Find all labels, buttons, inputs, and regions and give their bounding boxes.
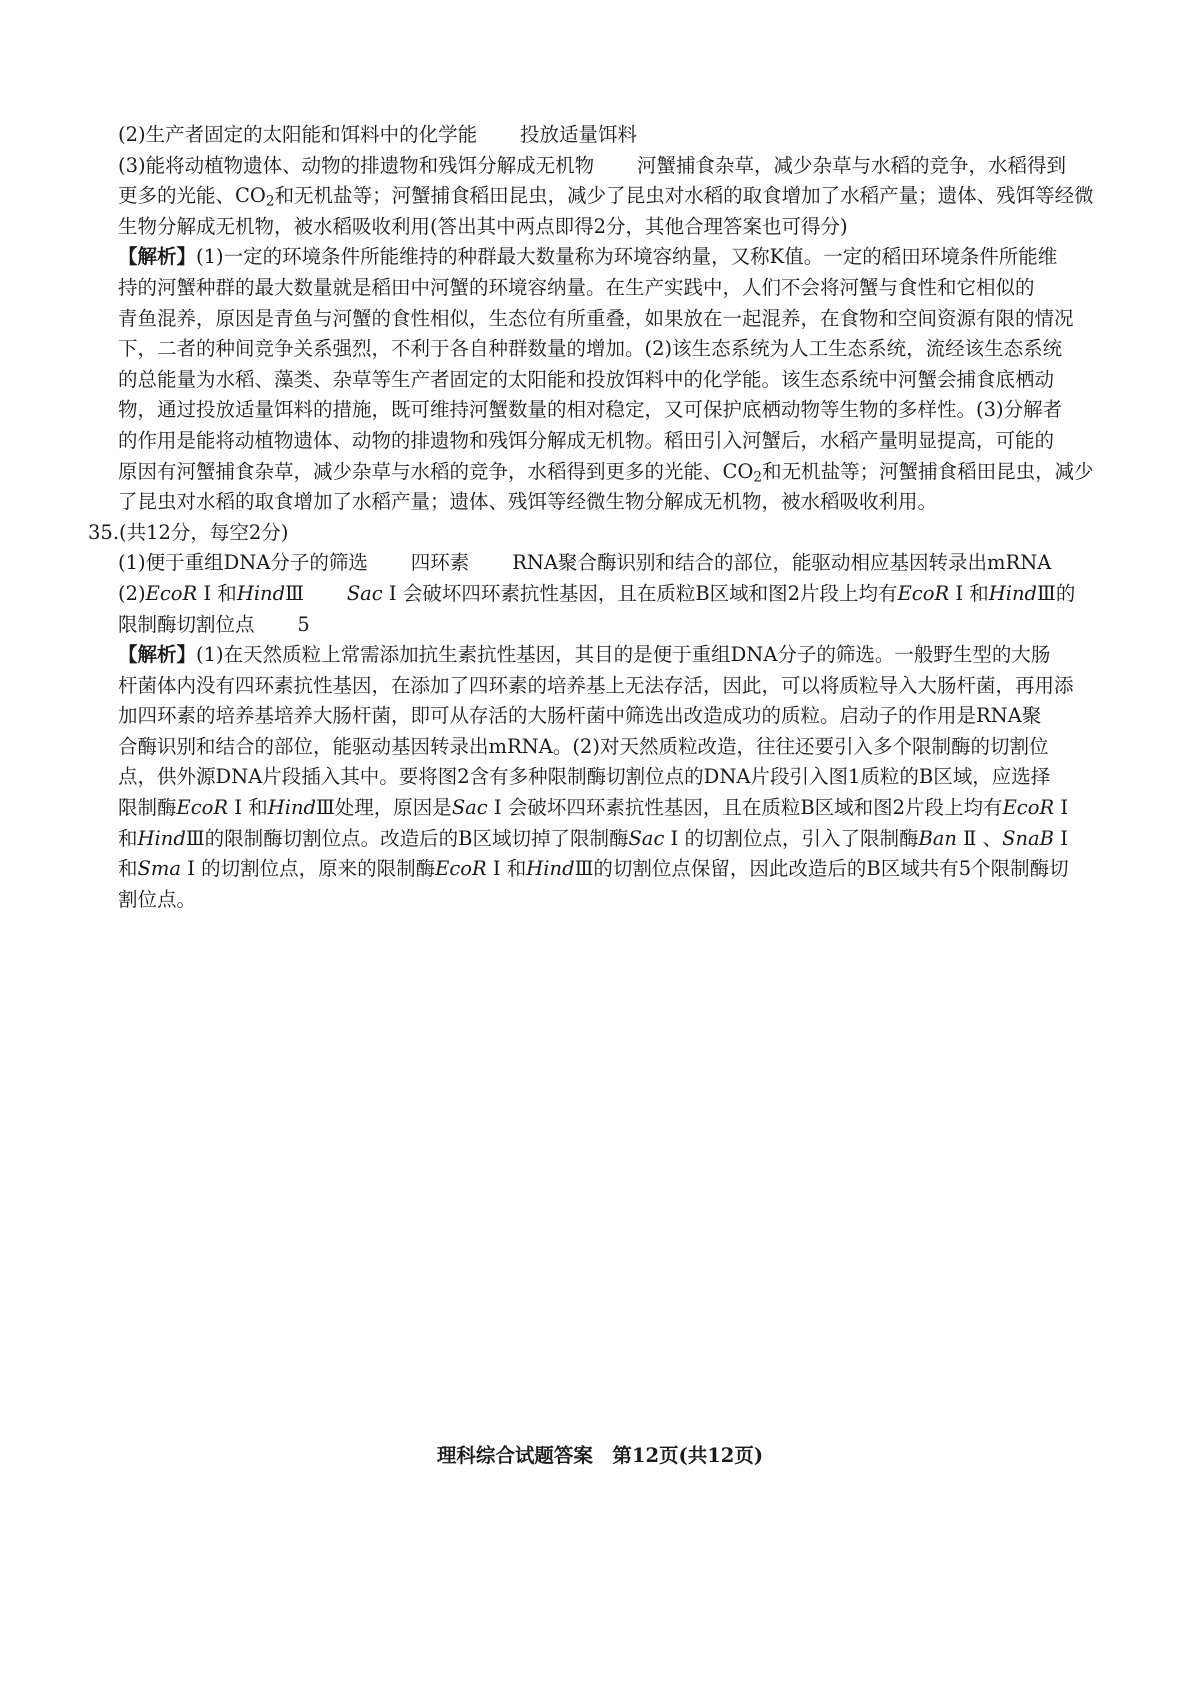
q35-a2-l2-text: 限制酶切割位点 [118, 612, 255, 636]
enzyme-ecor-2: EcoR [897, 581, 950, 605]
enzyme-hind-5: Hind [526, 857, 575, 881]
q34-an-l8-sub: 2 [753, 468, 763, 485]
q35-analysis-line1 [118, 640, 1100, 671]
q35-an-l8-p4: Ⅲ的切割位点保留，因此改造后的B区域共有5个限制酶切 [574, 857, 1069, 881]
q35-an-l7-p5: Ⅰ [1054, 826, 1068, 850]
enzyme-sac-2: Sac [451, 796, 488, 820]
q35-an-l6-p3: Ⅲ处理，原因是 [316, 796, 452, 820]
q34-analysis-line5: 的总能量为水稻、藻类、杂草等生产者固定的太阳能和投放饵料中的化学能。该生态系统中河蟹会捕食底栖动 [118, 367, 1055, 391]
q34-analysis-line8 [118, 457, 1100, 488]
q35-a1-text3: RNA聚合酶识别和结合的部位，能驱动相应基因转录出mRNA [512, 551, 1052, 575]
q35-an-l8-p1: 和 [118, 857, 138, 881]
q34-a3-l2-sub: 2 [265, 193, 275, 210]
analysis-tag: 【解析】 [118, 245, 197, 269]
enzyme-hind: Hind [236, 581, 286, 605]
q35-an-l1: (1)在天然质粒上常需添加抗生素抗性基因，其目的是便于重组DNA分子的筛选。一般野生型的大肠 [196, 643, 1051, 667]
enzyme-snab: SnaB [1002, 826, 1055, 850]
q35-an-l7-p3: Ⅰ 的切割位点，引入了限制酶 [664, 826, 919, 850]
q35-analysis-line5: 点，供外源DNA片段插入其中。要将图2含有多种限制酶切割位点的DNA片段引入图1质粒的B区域，应选择 [118, 765, 1051, 789]
q35-an-l6-p1: 限制酶 [118, 796, 177, 820]
answer-content [88, 120, 1100, 915]
q35-an-l6-p2: Ⅰ 和 [228, 796, 268, 820]
q34-answer-2 [118, 120, 1100, 151]
q35-analysis-line7 [118, 824, 1100, 855]
q35-a1-text2: 四环素 [410, 551, 470, 575]
enzyme-ban: Ban [918, 826, 957, 850]
q35-answer-2-line1 [118, 579, 1100, 610]
q35-answer-1 [118, 548, 1100, 579]
q35-an-l6-p5: Ⅰ [1054, 796, 1069, 820]
q34-analysis-line6: 物，通过投放适量饵料的措施，既可维持河蟹数量的相对稳定，又可保护底栖动物等生物的多样性。(3)分解者 [118, 398, 1063, 422]
q34-a3-l2-post: 和无机盐等；河蟹捕食稻田昆虫，减少了昆虫对水稻的取食增加了水稻产量；遗体、残饵等经微 [274, 184, 1094, 208]
enzyme-ecor-3: EcoR [176, 796, 229, 820]
enzyme-ecor-5: EcoR [435, 857, 487, 881]
analysis-tag-2: 【解析】 [118, 643, 197, 667]
q35-an-l8-p3: Ⅰ 和 [486, 857, 527, 881]
q35-analysis-line2: 杆菌体内没有四环素抗性基因，在添加了四环素的培养基上无法存活，因此，可以将质粒导入大肠杆菌，再用添 [118, 673, 1074, 697]
q35-analysis-line8 [118, 854, 1100, 885]
enzyme-hind-3: Hind [267, 796, 316, 820]
q34-a3-text: (3)能将动植物遗体、动物的排遗物和残饵分解成无机物 [118, 153, 595, 177]
page-footer: 理科综合试题答案 第12页(共12页) [436, 1444, 764, 1467]
q35-a2-p6: Ⅲ的 [1037, 581, 1076, 605]
q34-analysis-line1 [118, 242, 1100, 273]
q35-an-l7-p1: 和 [118, 826, 138, 850]
q35-answer-2-line2 [118, 610, 1100, 641]
q34-analysis-line9: 了昆虫对水稻的取食增加了水稻产量；遗体、残饵等经微生物分解成无机物，被水稻吸收利用。 [118, 490, 938, 514]
enzyme-sac: Sac [346, 581, 383, 605]
q34-a2-text: (2)生产者固定的太阳能和饵料中的化学能 [118, 123, 478, 146]
q34-analysis-line7: 的作用是能将动植物遗体、动物的排遗物和残饵分解成无机物。稻田引入河蟹后，水稻产量明显提高，可能的 [118, 428, 1055, 452]
q35-an-l7-p2: Ⅲ的限制酶切割位点。改造后的B区域切掉了限制酶 [185, 826, 629, 850]
q34-a2-text2: 投放适量饵料 [520, 123, 638, 146]
q34-analysis-line2: 持的河蟹种群的最大数量就是稻田中河蟹的环境容纳量。在生产实践中，人们不会将河蟹与食性和它相似的 [118, 275, 1035, 299]
q34-analysis-text: (1)一定的环境条件所能维持的种群最大数量称为环境容纳量，又称K值。一定的稻田环境条件所能维 [196, 245, 1058, 269]
enzyme-ecor-4: EcoR [1002, 796, 1055, 820]
q35-a2-p5: Ⅰ 和 [949, 581, 989, 605]
q34-analysis-line4: 下，二者的种间竞争关系强烈，不利于各自种群数量的增加。(2)该生态系统为人工生态系统，流经该生态系统 [118, 337, 1063, 361]
q34-an-l8-post: 和无机盐等；河蟹捕食稻田昆虫，减少 [762, 459, 1094, 483]
q35-a2-p3: Ⅲ [285, 581, 304, 605]
enzyme-hind-4: Hind [137, 826, 186, 850]
q35-an-l8-p2: Ⅰ 的切割位点，原来的限制酶 [181, 857, 436, 881]
q35-a2-p4: Ⅰ 会破坏四环素抗性基因，且在质粒B区域和图2片段上均有 [382, 581, 898, 605]
enzyme-ecor: EcoR [145, 581, 198, 605]
q34-an-l8-pre: 原因有河蟹捕食杂草，减少杂草与水稻的竞争，水稻得到更多的光能、CO [118, 459, 754, 483]
q35-an-l7-p4: Ⅱ 、 [956, 826, 1003, 850]
q35-analysis-line6 [118, 793, 1100, 824]
q35-an-l6-p4: Ⅰ 会破坏四环素抗性基因，且在质粒B区域和图2片段上均有 [487, 796, 1003, 820]
q35-a2-p2: Ⅰ 和 [197, 581, 237, 605]
q35-a2-p1: (2) [118, 581, 146, 605]
q35-analysis-line4: 合酶识别和结合的部位，能驱动基因转录出mRNA。(2)对天然质粒改造，往往还要引入多个限制酶的切割位 [118, 734, 1049, 758]
q35-header: 35.(共12分，每空2分) [88, 520, 289, 544]
q35-a1-text1: (1)便于重组DNA分子的筛选 [118, 551, 368, 575]
q35-analysis-line9: 割位点。 [118, 887, 197, 911]
q34-analysis-line3: 青鱼混养，原因是青鱼与河蟹的食性相似，生态位有所重叠，如果放在一起混养，在食物和空间资源有限的情况 [118, 306, 1074, 330]
q34-answer-3-line3: 生物分解成无机物，被水稻吸收利用(答出其中两点即得2分，其他合理答案也可得分) [118, 214, 848, 238]
q34-a3-l2-pre: 更多的光能、CO [118, 184, 266, 208]
q34-answer-3-line2 [118, 181, 1100, 212]
q34-answer-3-line1 [118, 151, 1100, 182]
enzyme-sac-3: Sac [628, 826, 665, 850]
enzyme-hind-2: Hind [988, 581, 1038, 605]
q35-analysis-line3: 加四环素的培养基培养大肠杆菌，即可从存活的大肠杆菌中筛选出改造成功的质粒。启动子的作用是RNA聚 [118, 704, 1042, 728]
enzyme-sma: Sma [137, 857, 181, 881]
q34-a3-text2: 河蟹捕食杂草，减少杂草与水稻的竞争，水稻得到 [637, 153, 1067, 177]
q35-a2-l2-num: 5 [297, 612, 310, 636]
